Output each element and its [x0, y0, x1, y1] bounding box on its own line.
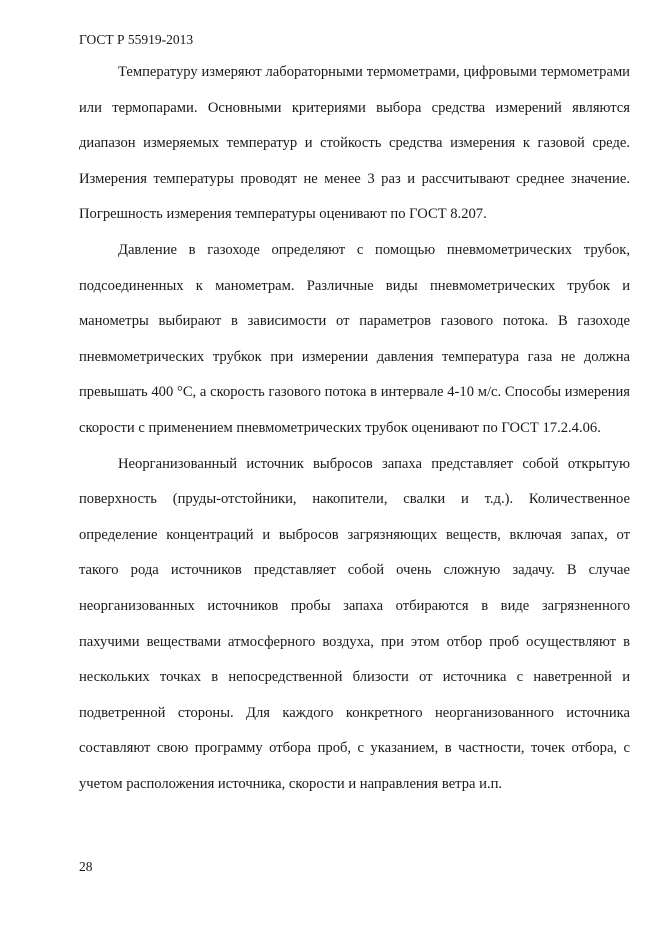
document-body	[79, 55, 630, 802]
paragraph-temperature: Температуру измеряют лабораторными термометрами, цифровыми термометрами или термопарами. Основными критериями выбора средства измерений являются диапазон измеряемых температур и стойкость средства измерения к газовой среде. Измерения температуры проводят не менее 3 раз и рассчитывают среднее значение. Погрешность измерения температуры оценивают по ГОСТ 8.207.	[79, 64, 630, 223]
paragraph-pressure: Давление в газоходе определяют с помощью пневмометрических трубок, подсоединенных к манометрам. Различные виды пневмометрических трубок и манометры выбирают в зависимости от параметров газового потока. В газоходе пневмометрических трубкок при измерении давления температура газа не должна превышать 400 °С, а скорость газового потока в интервале 4-10 м/с. Способы измерения скорости с применением пневмометрических трубок оценивают по ГОСТ 17.2.4.06.	[79, 241, 630, 436]
paragraph-fugitive-source: Неорганизованный источник выбросов запаха представляет собой открытую поверхность (пруды-отстойники, накопители, свалки и т.д.). Количественное определение концентраций и выбросов загрязняющих веществ, включая запах, от такого рода источников представляет собой очень сложную задачу. В случае неорганизованных источников пробы запаха отбираются в виде загрязненного пахучими веществами атмосферного воздуха, при этом отбор проб осуществляют в нескольких точках в непосредственной близости от источника с наветренной и подветренной стороны. Для каждого конкретного неорганизованного источника составляют свою программу отбора проб, с указанием, в частности, точек отбора, с учетом расположения источника, скорости и направления ветра и.п.	[79, 455, 630, 792]
document-header: ГОСТ Р 55919-2013	[79, 32, 194, 47]
page-number: 28	[79, 859, 93, 874]
